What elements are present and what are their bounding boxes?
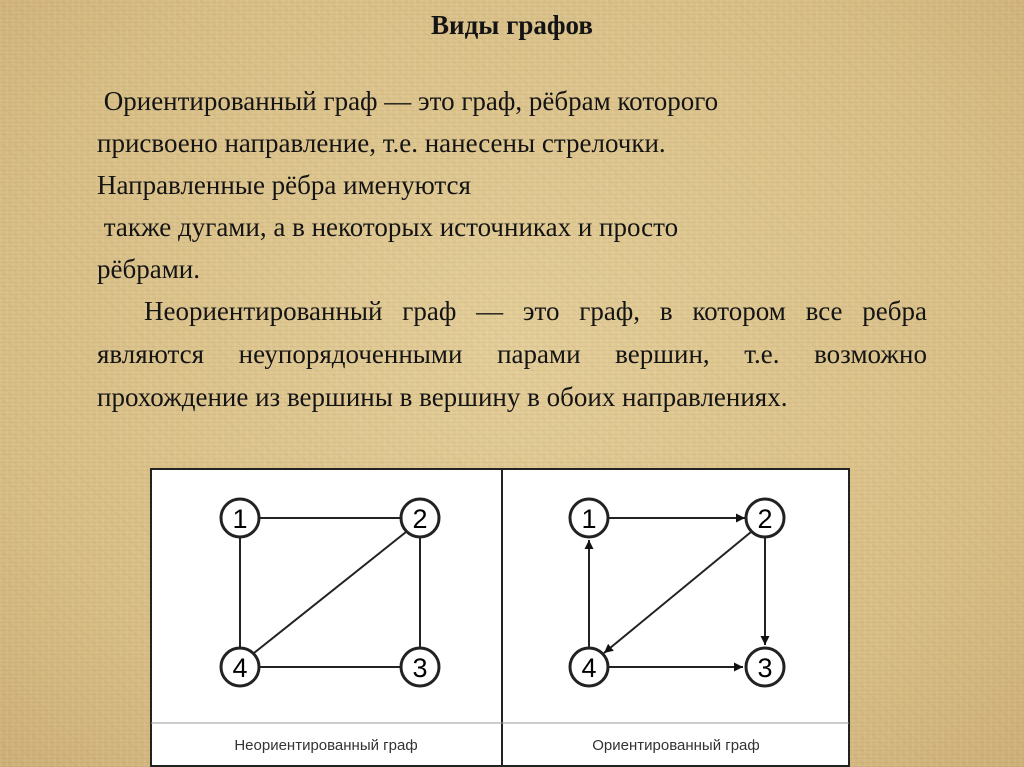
node-1-label: 1 [232, 504, 248, 534]
node-3 [746, 648, 784, 686]
graph-figure-svg [150, 468, 850, 767]
paragraph-directed-definition [97, 80, 927, 290]
graph-figure [150, 468, 850, 767]
slide-text [97, 80, 927, 419]
node-1 [221, 499, 259, 537]
node-1-label: 1 [581, 504, 597, 534]
text-line: присвоено направление, т.е. нанесены стрелочки. [97, 128, 666, 158]
node-3 [401, 648, 439, 686]
text-line: рёбрами. [97, 254, 200, 284]
text-line: также дугами, а в некоторых источниках и просто [97, 212, 679, 242]
slide-title: Виды графов [431, 10, 593, 40]
node-4 [221, 648, 259, 686]
node-1 [570, 499, 608, 537]
undirected-caption: Неориентированный граф [234, 737, 418, 754]
text-line: Ориентированный граф — это граф, рёбрам которого [97, 86, 719, 116]
node-3-label: 3 [757, 653, 773, 683]
node-2-label: 2 [757, 504, 773, 534]
node-2-label: 2 [412, 504, 428, 534]
node-4-label: 4 [232, 653, 248, 683]
node-2 [401, 499, 439, 537]
directed-caption: Ориентированный граф [592, 737, 760, 754]
node-4-label: 4 [581, 653, 597, 683]
node-4 [570, 648, 608, 686]
node-2 [746, 499, 784, 537]
node-3-label: 3 [412, 653, 428, 683]
paragraph-undirected-definition: Неориентированный граф — это граф, в котором все ребра являются неупорядоченными парами вершин, т.е. возможно прохождение из вершины в вершину в обоих направлениях. [97, 296, 927, 412]
text-line: Направленные рёбра именуются [97, 170, 471, 200]
